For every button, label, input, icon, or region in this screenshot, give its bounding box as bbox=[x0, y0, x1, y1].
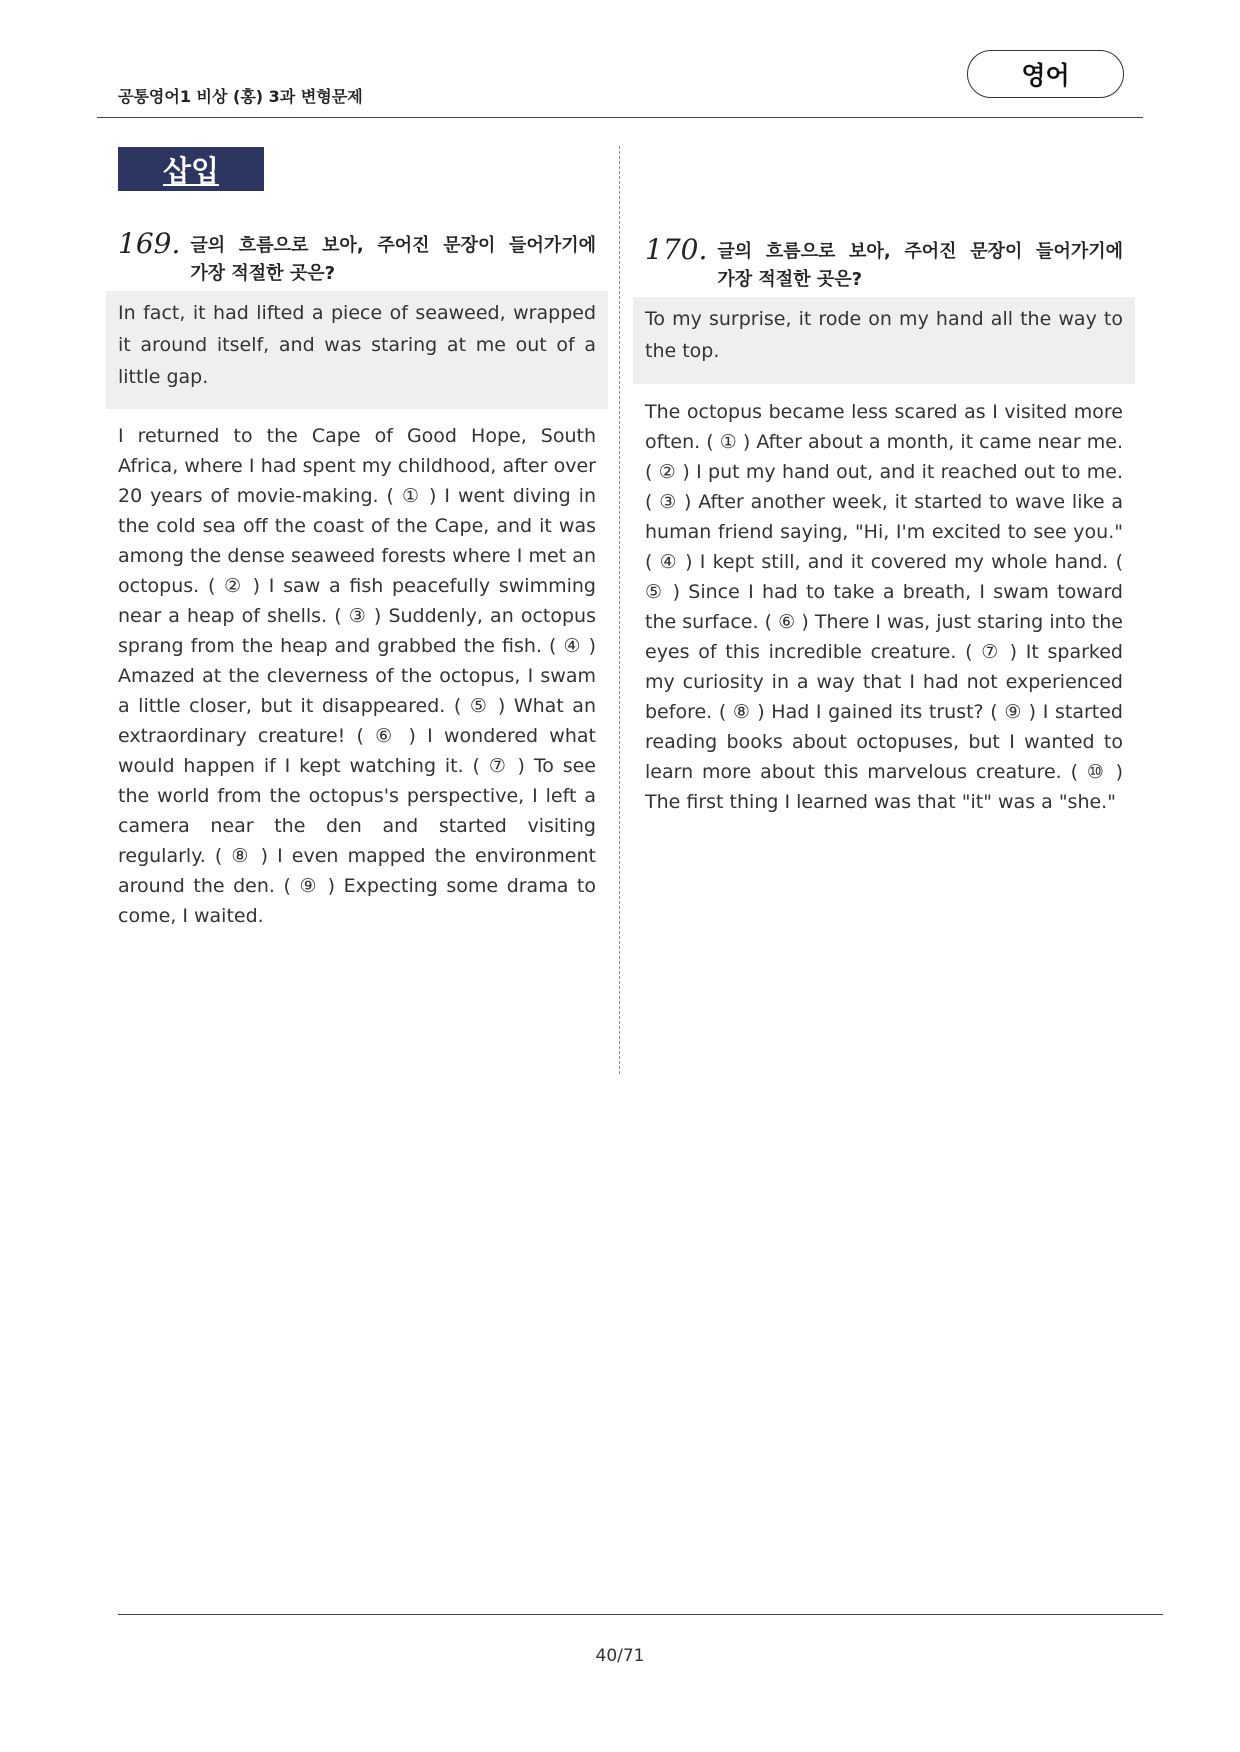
given-sentence: In fact, it had lifted a piece of seaweed, wrapped it around itself, and was staring at me out of a little gap. bbox=[118, 302, 596, 388]
question-instruction bbox=[717, 235, 1123, 294]
given-sentence-box bbox=[106, 291, 608, 409]
subject-badge: 영어 bbox=[967, 50, 1124, 98]
given-sentence-box bbox=[633, 297, 1135, 384]
section-badge: 삽입 bbox=[118, 147, 264, 191]
question-number: 169. bbox=[118, 227, 181, 260]
page-number: 40/71 bbox=[595, 1646, 645, 1666]
question-169-heading bbox=[118, 229, 596, 288]
instruction-line-1: 글의 흐름으로 보아, 주어진 문장이 들어가기에 bbox=[190, 235, 596, 256]
passage-170: The octopus became less scared as I visited more often. ( ① ) After about a month, it came near me. ( ② ) I put my hand out, and it reached out to me. ( ③ ) After another week, it started to wave like a human friend saying, "Hi, I'm excited to see you." ( ④ ) I kept still, and it covered my whole hand. ( ⑤ ) Since I had to take a breath, I swam toward the surface. ( ⑥ ) There I was, just staring into the eyes of this incredible creature. ( ⑦ ) It sparked my curiosity in a way that I had not experienced before. ( ⑧ ) Had I gained its trust? ( ⑨ ) I started reading books about octopuses, but I wanted to learn more about this marvelous creature. ( ⑩ ) The first thing I learned was that "it" was a "she." bbox=[645, 401, 1123, 813]
question-number: 170. bbox=[645, 233, 708, 266]
header-divider bbox=[97, 117, 1143, 118]
question-170-heading bbox=[645, 235, 1123, 294]
question-instruction bbox=[190, 229, 596, 288]
footer-divider bbox=[118, 1614, 1163, 1615]
instruction-line-1: 글의 흐름으로 보아, 주어진 문장이 들어가기에 bbox=[717, 241, 1123, 262]
passage-169: I returned to the Cape of Good Hope, South Africa, where I had spent my childhood, after over 20 years of movie-making. ( ① ) I went diving in the cold sea off the coast of the Cape, and it was among the dense seaweed forests where I met an octopus. ( ② ) I saw a fish peacefully swimming near a heap of shells. ( ③ ) Suddenly, an octopus sprang from the heap and grabbed the fish. ( ④ ) Amazed at the cleverness of the octopus, I swam a little closer, but it disappeared. ( ⑤ ) What an extraordinary creature! ( ⑥ ) I wondered what would happen if I kept watching it. ( ⑦ ) To see the world from the octopus's perspective, I left a camera near the den and started visiting regularly. ( ⑧ ) I even mapped the environment around the den. ( ⑨ ) Expecting some drama to come, I waited. bbox=[118, 425, 596, 927]
document-header-title: 공통영어1 비상 (홍) 3과 변형문제 bbox=[118, 87, 363, 106]
column-divider bbox=[619, 146, 620, 1074]
instruction-line-2: 가장 적절한 곳은? bbox=[190, 263, 336, 284]
instruction-line-2: 가장 적절한 곳은? bbox=[717, 269, 863, 290]
given-sentence: To my surprise, it rode on my hand all the way to the top. bbox=[645, 308, 1123, 362]
